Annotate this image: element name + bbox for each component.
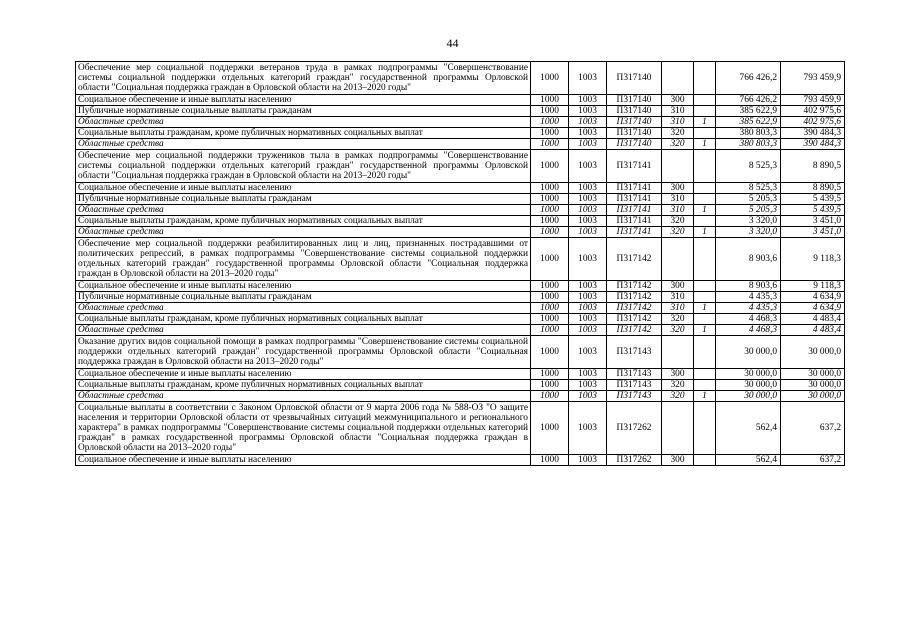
table-row bbox=[76, 216, 845, 227]
table-row bbox=[76, 369, 845, 380]
amount-year-1: 766 426,2 bbox=[716, 95, 781, 106]
section-code: 1000 bbox=[531, 292, 569, 303]
expense-type-code: 320 bbox=[662, 216, 694, 227]
table-row bbox=[76, 292, 845, 303]
amount-year-1: 5 205,3 bbox=[716, 205, 781, 216]
fund-source-code: 1 bbox=[694, 391, 716, 402]
row-name: Социальное обеспечение и иные выплаты населению bbox=[76, 369, 531, 380]
section-code: 1000 bbox=[531, 205, 569, 216]
row-name: Публичные нормативные социальные выплаты гражданам bbox=[76, 194, 531, 205]
subsection-code: 1003 bbox=[569, 303, 607, 314]
expense-type-code: 320 bbox=[662, 227, 694, 238]
target-article-code: П317142 bbox=[607, 314, 662, 325]
row-name: Социальное обеспечение и иные выплаты населению bbox=[76, 95, 531, 106]
expense-type-code: 320 bbox=[662, 380, 694, 391]
target-article-code: П317140 bbox=[607, 95, 662, 106]
table-row bbox=[76, 183, 845, 194]
expense-type-code bbox=[662, 150, 694, 183]
target-article-code: П317140 bbox=[607, 117, 662, 128]
section-code: 1000 bbox=[531, 62, 569, 95]
expense-type-code: 310 bbox=[662, 117, 694, 128]
fund-source-code bbox=[694, 238, 716, 281]
amount-year-1: 3 320,0 bbox=[716, 216, 781, 227]
subsection-code: 1003 bbox=[569, 227, 607, 238]
amount-year-2: 8 890,5 bbox=[781, 183, 845, 194]
amount-year-1: 380 803,3 bbox=[716, 139, 781, 150]
amount-year-2: 637,2 bbox=[781, 402, 845, 455]
amount-year-2: 9 118,3 bbox=[781, 281, 845, 292]
subsection-code: 1003 bbox=[569, 336, 607, 369]
fund-source-code bbox=[694, 336, 716, 369]
funding-source-row bbox=[76, 205, 845, 216]
amount-year-2: 30 000,0 bbox=[781, 336, 845, 369]
subsection-code: 1003 bbox=[569, 292, 607, 303]
target-article-code: П317142 bbox=[607, 281, 662, 292]
expense-type-code: 310 bbox=[662, 106, 694, 117]
expense-type-code: 320 bbox=[662, 139, 694, 150]
section-code: 1000 bbox=[531, 216, 569, 227]
subsection-code: 1003 bbox=[569, 281, 607, 292]
fund-source-code: 1 bbox=[694, 227, 716, 238]
table-row bbox=[76, 128, 845, 139]
fund-source-code bbox=[694, 292, 716, 303]
expense-type-code: 300 bbox=[662, 95, 694, 106]
section-code: 1000 bbox=[531, 117, 569, 128]
row-name: Социальное обеспечение и иные выплаты населению bbox=[76, 183, 531, 194]
row-name: Оказание других видов социальной помощи в рамках подпрограммы "Совершенствование системы социальной поддержки отдельных категорий граждан" государственной программы Орловской области "Социальная поддержка граждан в Орловской области на 2013–2020 годы" bbox=[76, 336, 531, 369]
table-row bbox=[76, 455, 845, 466]
row-name: Социальные выплаты гражданам, кроме публичных нормативных социальных выплат bbox=[76, 314, 531, 325]
expense-type-code bbox=[662, 62, 694, 95]
subsection-code: 1003 bbox=[569, 183, 607, 194]
section-code: 1000 bbox=[531, 314, 569, 325]
row-name: Обеспечение мер социальной поддержки реабилитированных лиц и лиц, признанных пострадавшими от политических репрессий, в рамках подпрограммы "Совершенствование системы социальной поддержки отдельных категорий граждан" государственной программы Орловской области "Социальная поддержка граждан в Орловской области на 2013–2020 годы" bbox=[76, 238, 531, 281]
expense-type-code: 300 bbox=[662, 183, 694, 194]
expense-type-code: 310 bbox=[662, 194, 694, 205]
section-code: 1000 bbox=[531, 455, 569, 466]
subsection-code: 1003 bbox=[569, 150, 607, 183]
target-article-code: П317141 bbox=[607, 227, 662, 238]
amount-year-1: 562,4 bbox=[716, 455, 781, 466]
amount-year-1: 385 622,9 bbox=[716, 106, 781, 117]
target-article-code: П317141 bbox=[607, 183, 662, 194]
expense-type-code: 300 bbox=[662, 455, 694, 466]
section-code: 1000 bbox=[531, 281, 569, 292]
section-code: 1000 bbox=[531, 369, 569, 380]
section-code: 1000 bbox=[531, 194, 569, 205]
section-code: 1000 bbox=[531, 391, 569, 402]
row-name: Социальные выплаты в соответствии с Законом Орловской области от 9 марта 2006 года № 588-ОЗ "О защите населения и территории Орловской области от чрезвычайных ситуаций межмуниципального и регионального характера" в рамках подпрограммы "Совершенствование системы социальной поддержки отдельных категорий граждан" в рамках государственной программы Орловской области "Социальная поддержка граждан в Орловской области на 2013–2020 годы" bbox=[76, 402, 531, 455]
section-code: 1000 bbox=[531, 150, 569, 183]
row-name: Областные средства bbox=[76, 391, 531, 402]
target-article-code: П317141 bbox=[607, 194, 662, 205]
funding-source-row bbox=[76, 227, 845, 238]
table-row bbox=[76, 281, 845, 292]
fund-source-code: 1 bbox=[694, 303, 716, 314]
amount-year-2: 4 634,9 bbox=[781, 303, 845, 314]
section-code: 1000 bbox=[531, 183, 569, 194]
subsection-code: 1003 bbox=[569, 95, 607, 106]
section-code: 1000 bbox=[531, 238, 569, 281]
subsection-code: 1003 bbox=[569, 380, 607, 391]
target-article-code: П317141 bbox=[607, 205, 662, 216]
amount-year-1: 562,4 bbox=[716, 402, 781, 455]
table-row bbox=[76, 314, 845, 325]
amount-year-2: 30 000,0 bbox=[781, 369, 845, 380]
subsection-code: 1003 bbox=[569, 369, 607, 380]
amount-year-2: 5 439,5 bbox=[781, 205, 845, 216]
target-article-code: П317141 bbox=[607, 150, 662, 183]
amount-year-2: 9 118,3 bbox=[781, 238, 845, 281]
program-row bbox=[76, 402, 845, 455]
target-article-code: П317142 bbox=[607, 303, 662, 314]
program-row bbox=[76, 238, 845, 281]
row-name: Областные средства bbox=[76, 227, 531, 238]
target-article-code: П317140 bbox=[607, 106, 662, 117]
section-code: 1000 bbox=[531, 95, 569, 106]
amount-year-1: 3 320,0 bbox=[716, 227, 781, 238]
amount-year-2: 793 459,9 bbox=[781, 95, 845, 106]
fund-source-code: 1 bbox=[694, 325, 716, 336]
target-article-code: П317140 bbox=[607, 128, 662, 139]
section-code: 1000 bbox=[531, 128, 569, 139]
fund-source-code bbox=[694, 281, 716, 292]
row-name: Областные средства bbox=[76, 325, 531, 336]
section-code: 1000 bbox=[531, 336, 569, 369]
program-row bbox=[76, 150, 845, 183]
subsection-code: 1003 bbox=[569, 194, 607, 205]
section-code: 1000 bbox=[531, 402, 569, 455]
amount-year-1: 8 903,6 bbox=[716, 281, 781, 292]
row-name: Областные средства bbox=[76, 205, 531, 216]
expense-type-code: 310 bbox=[662, 205, 694, 216]
funding-source-row bbox=[76, 139, 845, 150]
amount-year-1: 30 000,0 bbox=[716, 391, 781, 402]
fund-source-code: 1 bbox=[694, 205, 716, 216]
subsection-code: 1003 bbox=[569, 128, 607, 139]
fund-source-code bbox=[694, 62, 716, 95]
amount-year-2: 390 484,3 bbox=[781, 128, 845, 139]
row-name: Обеспечение мер социальной поддержки тружеников тыла в рамках подпрограммы "Совершенствование системы социальной поддержки отдельных категорий граждан" государственной программы Орловской области "Социальная поддержка граждан в Орловской области на 2013–2020 годы" bbox=[76, 150, 531, 183]
amount-year-1: 766 426,2 bbox=[716, 62, 781, 95]
expense-type-code bbox=[662, 402, 694, 455]
row-name: Областные средства bbox=[76, 139, 531, 150]
row-name: Публичные нормативные социальные выплаты гражданам bbox=[76, 106, 531, 117]
amount-year-1: 385 622,9 bbox=[716, 117, 781, 128]
amount-year-1: 30 000,0 bbox=[716, 369, 781, 380]
fund-source-code bbox=[694, 369, 716, 380]
amount-year-2: 8 890,5 bbox=[781, 150, 845, 183]
amount-year-2: 3 451,0 bbox=[781, 227, 845, 238]
subsection-code: 1003 bbox=[569, 314, 607, 325]
target-article-code: П317143 bbox=[607, 380, 662, 391]
table-row bbox=[76, 194, 845, 205]
amount-year-1: 30 000,0 bbox=[716, 336, 781, 369]
target-article-code: П317141 bbox=[607, 216, 662, 227]
target-article-code: П317143 bbox=[607, 336, 662, 369]
fund-source-code bbox=[694, 183, 716, 194]
amount-year-2: 4 634,9 bbox=[781, 292, 845, 303]
target-article-code: П317142 bbox=[607, 292, 662, 303]
target-article-code: П317143 bbox=[607, 369, 662, 380]
amount-year-2: 402 975,6 bbox=[781, 106, 845, 117]
budget-table-body bbox=[76, 62, 845, 466]
amount-year-2: 4 483,4 bbox=[781, 314, 845, 325]
amount-year-2: 793 459,9 bbox=[781, 62, 845, 95]
expense-type-code: 300 bbox=[662, 369, 694, 380]
fund-source-code bbox=[694, 194, 716, 205]
table-row bbox=[76, 95, 845, 106]
section-code: 1000 bbox=[531, 380, 569, 391]
row-name: Областные средства bbox=[76, 117, 531, 128]
target-article-code: П317140 bbox=[607, 62, 662, 95]
fund-source-code bbox=[694, 95, 716, 106]
expense-type-code: 310 bbox=[662, 292, 694, 303]
subsection-code: 1003 bbox=[569, 455, 607, 466]
amount-year-1: 4 435,3 bbox=[716, 292, 781, 303]
row-name: Областные средства bbox=[76, 303, 531, 314]
fund-source-code bbox=[694, 314, 716, 325]
fund-source-code bbox=[694, 150, 716, 183]
subsection-code: 1003 bbox=[569, 106, 607, 117]
amount-year-2: 30 000,0 bbox=[781, 380, 845, 391]
program-row bbox=[76, 62, 845, 95]
subsection-code: 1003 bbox=[569, 216, 607, 227]
fund-source-code bbox=[694, 380, 716, 391]
section-code: 1000 bbox=[531, 227, 569, 238]
expense-type-code: 300 bbox=[662, 281, 694, 292]
table-row bbox=[76, 106, 845, 117]
amount-year-2: 402 975,6 bbox=[781, 117, 845, 128]
funding-source-row bbox=[76, 117, 845, 128]
table-row bbox=[76, 380, 845, 391]
funding-source-row bbox=[76, 303, 845, 314]
expense-type-code: 310 bbox=[662, 303, 694, 314]
section-code: 1000 bbox=[531, 325, 569, 336]
subsection-code: 1003 bbox=[569, 205, 607, 216]
amount-year-1: 4 468,3 bbox=[716, 314, 781, 325]
target-article-code: П317262 bbox=[607, 455, 662, 466]
amount-year-1: 8 525,3 bbox=[716, 183, 781, 194]
subsection-code: 1003 bbox=[569, 238, 607, 281]
target-article-code: П317142 bbox=[607, 325, 662, 336]
expense-type-code bbox=[662, 238, 694, 281]
program-row bbox=[76, 336, 845, 369]
subsection-code: 1003 bbox=[569, 402, 607, 455]
funding-source-row bbox=[76, 391, 845, 402]
row-name: Социальные выплаты гражданам, кроме публичных нормативных социальных выплат bbox=[76, 216, 531, 227]
fund-source-code bbox=[694, 216, 716, 227]
fund-source-code bbox=[694, 402, 716, 455]
subsection-code: 1003 bbox=[569, 325, 607, 336]
amount-year-1: 30 000,0 bbox=[716, 380, 781, 391]
row-name: Социальное обеспечение и иные выплаты населению bbox=[76, 455, 531, 466]
row-name: Обеспечение мер социальной поддержки ветеранов труда в рамках подпрограммы "Совершенствование системы социальной поддержки отдельных категорий граждан" государственной программы Орловской области "Социальная поддержка граждан в Орловской области на 2013–2020 годы" bbox=[76, 62, 531, 95]
row-name: Социальные выплаты гражданам, кроме публичных нормативных социальных выплат bbox=[76, 128, 531, 139]
expense-type-code: 320 bbox=[662, 391, 694, 402]
amount-year-1: 4 468,3 bbox=[716, 325, 781, 336]
fund-source-code: 1 bbox=[694, 117, 716, 128]
amount-year-1: 5 205,3 bbox=[716, 194, 781, 205]
amount-year-1: 380 803,3 bbox=[716, 128, 781, 139]
section-code: 1000 bbox=[531, 139, 569, 150]
amount-year-2: 3 451,0 bbox=[781, 216, 845, 227]
amount-year-2: 30 000,0 bbox=[781, 391, 845, 402]
amount-year-1: 4 435,3 bbox=[716, 303, 781, 314]
section-code: 1000 bbox=[531, 303, 569, 314]
subsection-code: 1003 bbox=[569, 117, 607, 128]
target-article-code: П317143 bbox=[607, 391, 662, 402]
expense-type-code bbox=[662, 336, 694, 369]
expense-type-code: 320 bbox=[662, 128, 694, 139]
fund-source-code: 1 bbox=[694, 139, 716, 150]
section-code: 1000 bbox=[531, 106, 569, 117]
target-article-code: П317142 bbox=[607, 238, 662, 281]
subsection-code: 1003 bbox=[569, 139, 607, 150]
fund-source-code bbox=[694, 106, 716, 117]
expense-type-code: 320 bbox=[662, 314, 694, 325]
fund-source-code bbox=[694, 455, 716, 466]
row-name: Публичные нормативные социальные выплаты гражданам bbox=[76, 292, 531, 303]
amount-year-2: 4 483,4 bbox=[781, 325, 845, 336]
target-article-code: П317262 bbox=[607, 402, 662, 455]
funding-source-row bbox=[76, 325, 845, 336]
subsection-code: 1003 bbox=[569, 391, 607, 402]
row-name: Социальные выплаты гражданам, кроме публичных нормативных социальных выплат bbox=[76, 380, 531, 391]
amount-year-1: 8 903,6 bbox=[716, 238, 781, 281]
subsection-code: 1003 bbox=[569, 62, 607, 95]
budget-table bbox=[75, 61, 845, 466]
expense-type-code: 320 bbox=[662, 325, 694, 336]
fund-source-code bbox=[694, 128, 716, 139]
row-name: Социальное обеспечение и иные выплаты населению bbox=[76, 281, 531, 292]
target-article-code: П317140 bbox=[607, 139, 662, 150]
amount-year-2: 637,2 bbox=[781, 455, 845, 466]
amount-year-2: 5 439,5 bbox=[781, 194, 845, 205]
page-number: 44 bbox=[446, 36, 459, 50]
amount-year-2: 390 484,3 bbox=[781, 139, 845, 150]
amount-year-1: 8 525,3 bbox=[716, 150, 781, 183]
